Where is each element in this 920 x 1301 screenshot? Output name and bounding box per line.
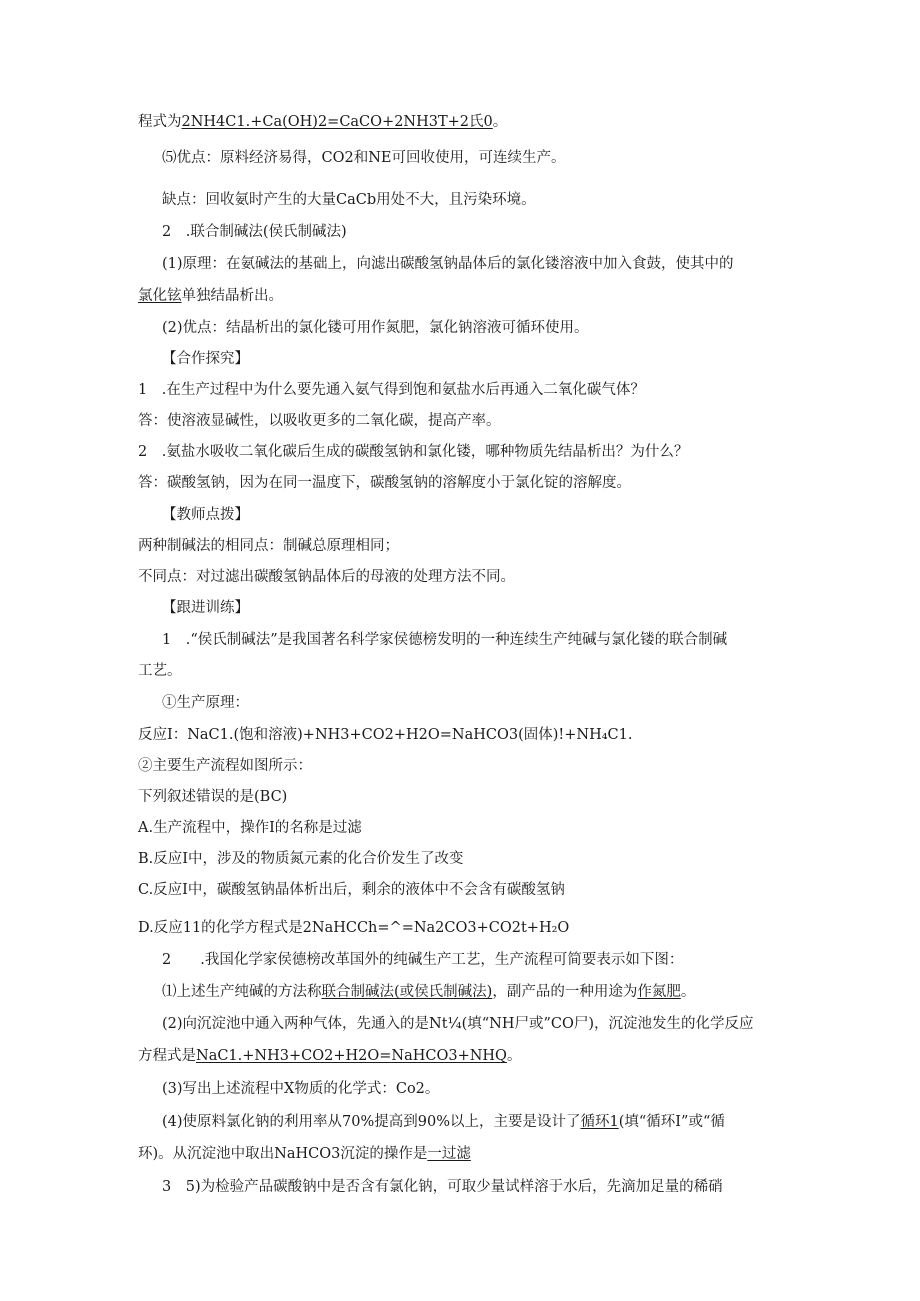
answer-underline: 作氮肥 xyxy=(637,984,681,1000)
section-heading-teacher xyxy=(162,505,802,525)
exercise-1-cont xyxy=(138,661,778,681)
exercise-2-part-4 xyxy=(162,1112,802,1132)
answer-underline: 氯化铉 xyxy=(138,288,182,304)
text: 下列叙述错误的是(BC) xyxy=(138,789,288,805)
text: 程式为 xyxy=(138,114,182,130)
text: 答：碳酸氢钠，因为在同一温度下，碳酸氢钠的溶解度小于氯化锭的溶解度。 xyxy=(138,475,631,491)
answer-1 xyxy=(138,411,778,431)
exercise-2-part-5 xyxy=(162,1177,802,1197)
text: 3 5)为检验产品碳酸钠中是否含有氯化钠，可取少量试样溶于水后，先滴加足量的稀硝 xyxy=(162,1179,723,1195)
option-d xyxy=(138,918,778,938)
exercise-2-part-2 xyxy=(162,1014,802,1034)
text-line-principle xyxy=(162,254,802,274)
text: ⑴上述生产纯碱的方法称 xyxy=(162,984,322,1000)
answer-2 xyxy=(138,473,778,493)
text: 单独结晶析出。 xyxy=(181,288,283,304)
exercise-1-process-label xyxy=(138,756,778,776)
text: 环)。从沉淀池中取出NaHCO3沉淀的操作是 xyxy=(138,1146,428,1162)
option-b xyxy=(138,849,778,869)
question-2 xyxy=(138,442,778,462)
text: 【教师点拨】 xyxy=(162,507,249,523)
text: 【合作探究】 xyxy=(162,351,249,367)
text: ②主要生产流程如图所示： xyxy=(138,758,312,774)
text: 2 .我国化学家侯德榜改革国外的纯碱生产工艺，生产流程可简要表示如下图： xyxy=(162,952,684,968)
exercise-2-part-2-cont xyxy=(138,1046,778,1066)
text-line-advantage xyxy=(162,148,802,168)
text: (3)写出上述流程中X物质的化学式：Co2。 xyxy=(162,1081,440,1097)
exercise-1 xyxy=(162,630,802,650)
text: C.反应I中，碳酸氢钠晶体析出后，剩余的液体中不会含有碳酸氢钠 xyxy=(138,882,565,898)
exercise-1-reaction xyxy=(138,725,778,745)
text: (4)使原料氯化钠的利用率从70%提高到90%以上，主要是设计了 xyxy=(162,1114,581,1130)
exercise-1-principle-label xyxy=(162,693,802,713)
exercise-1-prompt xyxy=(138,787,778,807)
answer-underline: 联合制碱法(或侯氏制碱法) xyxy=(321,984,493,1000)
text-line-principle-cont xyxy=(138,286,778,306)
text: 。 xyxy=(506,1048,522,1064)
text: 【跟进训练】 xyxy=(162,600,249,616)
text: A.生产流程中，操作I的名称是过滤 xyxy=(138,820,362,836)
section-heading-training xyxy=(162,598,802,618)
text: 1 .“侯氏制碱法”是我国著名科学家侯德榜发明的一种连续生产纯碱与氯化镂的联合制碱 xyxy=(162,632,728,648)
text: 。 xyxy=(680,984,696,1000)
text: 不同点：对过滤出碳酸氢钠晶体后的母液的处理方法不同。 xyxy=(138,569,515,585)
text-line-formula-1 xyxy=(138,112,778,132)
option-c xyxy=(138,880,778,900)
option-a xyxy=(138,818,778,838)
text: (2)向沉淀池中通入两种气体，先通入的是Nt¼(填“NH尸或”CO尸)，沉淀池发生的化学反应 xyxy=(162,1016,754,1032)
answer-underline: 循环1 xyxy=(580,1114,619,1130)
exercise-2-part-4-cont xyxy=(138,1144,778,1164)
text-line-advantage-2 xyxy=(162,318,802,338)
text: ⑸优点：原料经济易得，CO2和NE可回收使用，可连续生产。 xyxy=(162,150,566,166)
text: (2)优点：结晶析出的氯化镂可用作氮肥，氯化钠溶液可循环使用。 xyxy=(162,320,589,336)
text: 缺点：回收氨时产生的大量CaCb用处不大，且污染环境。 xyxy=(162,192,536,208)
exercise-2 xyxy=(162,950,802,970)
answer-underline: 2NH4C1.+Ca(OH)2=CaCO+2NH3T+2氏0 xyxy=(181,114,493,130)
question-1 xyxy=(138,380,778,400)
text: 。 xyxy=(492,114,508,130)
text: 反应I：NaC1.(饱和溶液)+NH3+CO2+H2O=NaHCO3(固体)!+NH₄C1. xyxy=(138,727,633,743)
text: (填“循环I”或“循 xyxy=(618,1114,725,1130)
text: 2 .联合制碱法(侯氏制碱法) xyxy=(162,224,347,240)
text: ，副产品的一种用途为 xyxy=(492,984,638,1000)
text: (1)原理：在氨碱法的基础上，向滤出碳酸氢钠晶体后的氯化镂溶液中加入食鼓，使其中的 xyxy=(162,256,734,272)
text: B.反应I中，涉及的物质氮元素的化合价发生了改变 xyxy=(138,851,464,867)
text: 1 .在生产过程中为什么要先通入氨气得到饱和氨盐水后再通入二氧化碳气体？ xyxy=(138,382,645,398)
exercise-2-part-1 xyxy=(162,982,802,1002)
text-line-difference xyxy=(138,567,778,587)
text: 两种制碱法的相同点：制碱总原理相同； xyxy=(138,538,399,554)
text: ①生产原理： xyxy=(162,695,249,711)
text: 答：使溶液显碱性，以吸收更多的二氧化碳，提高产率。 xyxy=(138,413,501,429)
text: 方程式是 xyxy=(138,1048,196,1064)
text-line-similarity xyxy=(138,536,778,556)
answer-underline: 一过滤 xyxy=(427,1146,471,1162)
section-heading-joint-method xyxy=(162,222,802,242)
answer-underline: NaC1.+NH3+CO2+H2O=NaHCO3+NHQ xyxy=(196,1048,507,1064)
text: 2 .氨盐水吸收二氧化碳后生成的碳酸氢钠和氯化镂，哪种物质先结晶析出？为什么？ xyxy=(138,444,689,460)
text-line-disadvantage xyxy=(162,190,802,210)
exercise-2-part-3 xyxy=(162,1079,802,1099)
text: D.反应11的化学方程式是2NaHCCh=^=Na2CO3+CO2t+H₂O xyxy=(138,920,570,936)
text: 工艺。 xyxy=(138,663,182,679)
section-heading-cooperative xyxy=(162,349,802,369)
